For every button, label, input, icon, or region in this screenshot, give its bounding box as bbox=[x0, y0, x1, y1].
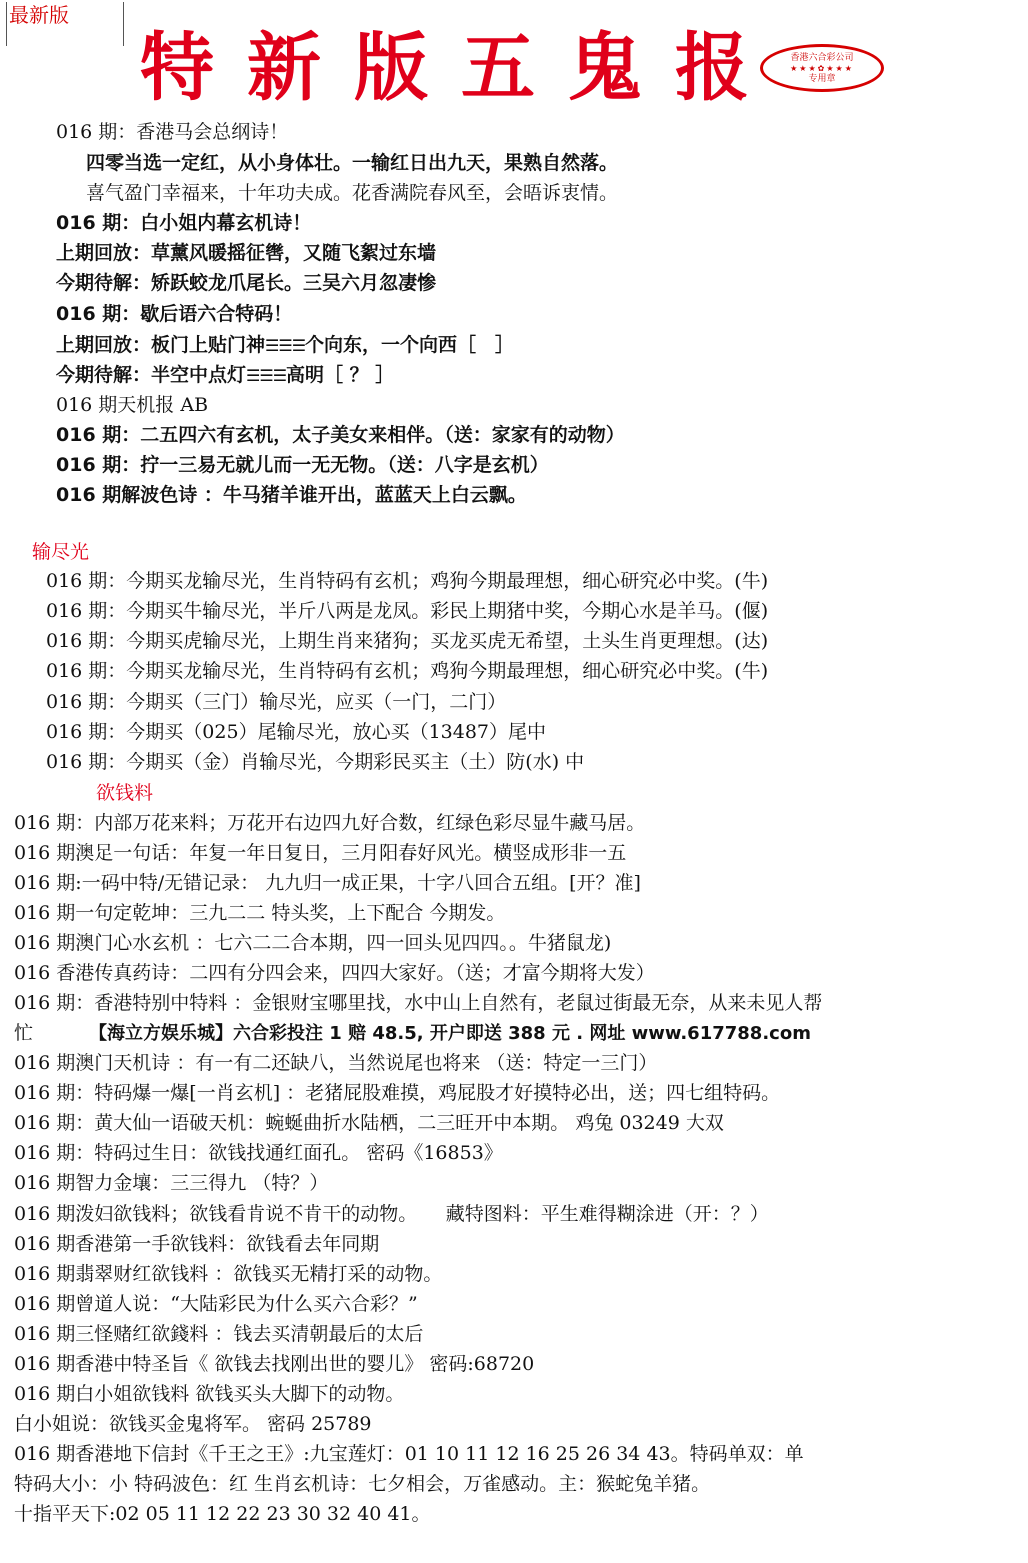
list-item: 016 期三怪赌红欲錢料 ：钱去买清朝最后的太后 bbox=[14, 1323, 424, 1345]
list-item: 016 期：今期买牛输尽光，半斤八两是龙凤。彩民上期猪中奖，今期心水是羊马。(偃) bbox=[46, 600, 769, 622]
list-item: 016 期：今期买（三门）输尽光，应买（一门，二门） bbox=[46, 691, 507, 713]
list-item: 016 期翡翠财红欲钱料 ：欲钱买无精打采的动物。 bbox=[14, 1263, 443, 1285]
riddle-text: 高明［ ？ ］ bbox=[286, 364, 395, 386]
riddle-text: 今期待解：半空中点灯 bbox=[56, 364, 247, 386]
list-item: 016 期：今期买虎输尽光，上期生肖来猪狗；买龙买虎无希望，土头生肖更理想。(达) bbox=[46, 630, 769, 652]
list-item: 016 期澳门天机诗 ：有一有二还缺八，当然说尾也将来 （送：特定一三门） bbox=[14, 1052, 658, 1074]
stamp-bottom-text: 专用章 bbox=[808, 74, 836, 84]
list-item: 016 期曾道人说：“大陆彩民为什么买六合彩？” bbox=[14, 1293, 418, 1315]
list-item: 016 期：今期买龙输尽光，生肖特码有玄机；鸡狗今期最理想，细心研究必中奖。(牛) bbox=[46, 660, 769, 682]
list-item: 016 期一句定乾坤：三九二二 特头奖，上下配合 今期发。 bbox=[14, 902, 506, 924]
poem-heading-hk: 016 期：香港马会总纲诗！ bbox=[56, 121, 289, 143]
trigram-icon: ☰☰☰ bbox=[265, 336, 306, 355]
list-item: 016 期澳足一句话：年复一年日复日，三月阳春好风光。横竖成形非一五 bbox=[14, 842, 627, 864]
list-item: 016 期：今期买（金）肖输尽光，今期彩民买主（土）防(水) 中 bbox=[46, 751, 585, 773]
list-item: 016 期：今期买（025）尾输尽光，放心买（13487）尾中 bbox=[46, 721, 547, 743]
to-solve-line: 今期待解：矫跃蛟龙爪尾长。三吴六月忽凄惨 bbox=[56, 272, 437, 294]
ad-line bbox=[14, 1021, 811, 1046]
section-heading-lose-all: 输尽光 bbox=[32, 541, 90, 563]
section-heading-money: 欲钱料 bbox=[96, 782, 154, 804]
list-item: 016 期:一码中特/无错记录： 九九归一成正果，十字八回合五组。[开？准] bbox=[14, 872, 641, 894]
list-item: 特码大小：小 特码波色：红 生肖玄机诗：七夕相会，万雀感动。主：猴蛇兔羊猪。 bbox=[14, 1473, 711, 1495]
page-title: 特新版五鬼报 bbox=[140, 25, 782, 111]
tianji-line: 016 期天机报 AB bbox=[56, 394, 209, 416]
list-item: 016 期香港中特圣旨《 欲钱去找刚出世的婴儿》 密码:68720 bbox=[14, 1353, 535, 1375]
list-item: 016 期：特码爆一爆[一肖玄机] ：老猪屁股难摸，鸡屁股才好摸特必出，送；四七组特码。 bbox=[14, 1082, 781, 1104]
ad-prefix: 忙 bbox=[14, 1022, 34, 1044]
poem-heading-bai: 016 期：白小姐内幕玄机诗！ bbox=[56, 212, 312, 234]
list-item: 016 期：黄大仙一语破天机：蜿蜒曲折水陆栖，二三旺开中本期。 鸡兔 03249 大双 bbox=[14, 1112, 724, 1134]
list-item: 016 期香港第一手欲钱料：欲钱看去年同期 bbox=[14, 1233, 380, 1255]
last-review-line: 上期回放：草薰风暖摇征辔，又随飞絮过东墙 bbox=[56, 242, 437, 264]
list-item: 016 期香港地下信封《千王之王》:九宝莲灯：01 10 11 12 16 25 26 34 43。特码单双：单 bbox=[14, 1443, 804, 1465]
list-item: 十指平天下:02 05 11 12 22 23 30 32 40 41。 bbox=[14, 1503, 431, 1525]
hint-line: 016 期：二五四六有玄机，太子美女来相伴。（送：家家有的动物） bbox=[56, 424, 625, 446]
list-item: 白小姐说：欲钱买金鬼将军。 密码 25789 bbox=[14, 1413, 372, 1435]
official-stamp bbox=[760, 44, 884, 92]
list-item: 016 期智力金壤：三三得九 （特？） bbox=[14, 1172, 329, 1194]
riddle-text: 上期回放：板门上贴门神 bbox=[56, 334, 266, 356]
list-item: 016 期：今期买龙输尽光，生肖特码有玄机；鸡狗今期最理想，细心研究必中奖。(牛) bbox=[46, 570, 769, 592]
stamp-top-text: 香港六合彩公司 bbox=[790, 53, 854, 63]
riddle-last-review bbox=[56, 333, 514, 358]
poem-line: 喜气盈门幸福来，十年功夫成。花香满院春风至，会晤诉衷情。 bbox=[86, 182, 619, 204]
trigram-icon: ☰☰☰ bbox=[246, 366, 287, 385]
list-item: 016 期白小姐欲钱料 欲钱买头大脚下的动物。 bbox=[14, 1383, 405, 1405]
riddle-to-solve bbox=[56, 363, 394, 388]
list-item: 016 期：内部万花来料；万花开右边四九好合数，红绿色彩尽显牛藏马居。 bbox=[14, 812, 646, 834]
riddle-text: 个向东，一个向西［ ］ bbox=[305, 334, 515, 356]
poem-line: 四零当选一定红，从小身体壮。一输红日出九天，果熟自然落。 bbox=[86, 152, 619, 174]
riddle-heading: 016 期：歇后语六合特码！ bbox=[56, 303, 293, 325]
ad-banner-link[interactable]: 【海立方娱乐城】六合彩投注 1 赔 48.5, 开户即送 388 元 . 网址 www.617788.com bbox=[89, 1023, 811, 1044]
list-item: 016 期泼妇欲钱料；欲钱看肯说不肯干的动物。 藏特图料：平生难得糊涂进（开：？） bbox=[14, 1203, 769, 1225]
hint-line: 016 期：拧一三易无就儿而一无无物。（送：八字是玄机） bbox=[56, 454, 549, 476]
list-item: 016 期：特码过生日：欲钱找通红面孔。 密码《16853》 bbox=[14, 1142, 503, 1164]
list-item: 016 期：香港特别中特料 ：金银财宝哪里找，水中山上自然有，老鼠过街最无奈，从来未见人帮 bbox=[14, 992, 823, 1014]
edition-label: 最新版 bbox=[6, 2, 124, 46]
color-poem-line: 016 期解波色诗 ：牛马猪羊谁开出，蓝蓝天上白云飘。 bbox=[56, 484, 527, 506]
list-item: 016 香港传真药诗：二四有分四会来，四四大家好。（送；才富今期将大发） bbox=[14, 962, 655, 984]
stamp-stars: ★★★✿★★★ bbox=[790, 64, 854, 73]
list-item: 016 期澳门心水玄机 ：七六二二合本期，四一回头见四四。。牛猪鼠龙) bbox=[14, 932, 612, 954]
